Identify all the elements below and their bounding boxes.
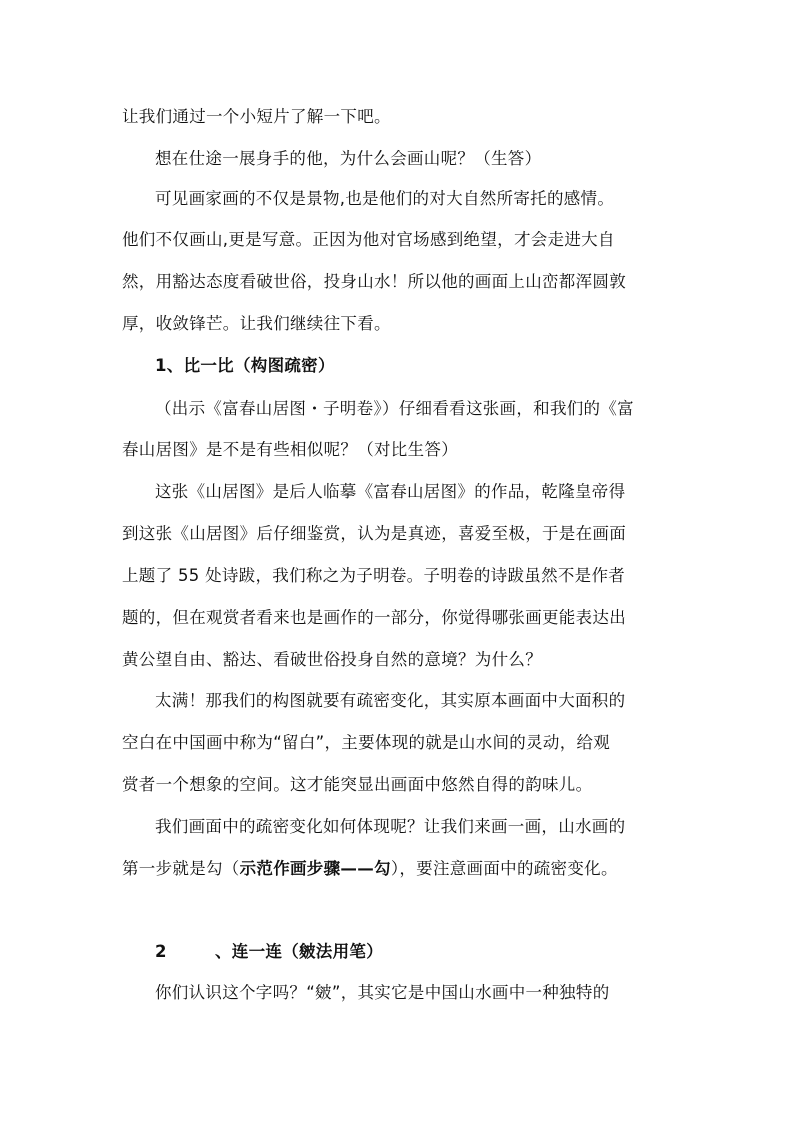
paragraph-line: 赏者一个想象的空间。这才能突显出画面中悠然自得的韵味儿。 xyxy=(122,775,593,794)
paragraph-line: 他们不仅画山,更是写意。正因为他对官场感到绝望，才会走进大自 xyxy=(122,230,615,249)
paragraph-line: 到这张《山居图》后仔细鉴赏，认为是真迹，喜爱至极，于是在画面 xyxy=(122,524,626,543)
paragraph-line: 厚，收敛锋芒。让我们继续往下看。 xyxy=(122,314,391,333)
paragraph-line: （出示《富春山居图・子明卷》）仔细看看这张画，和我们的《富 xyxy=(155,399,634,418)
section-heading: 1、比一比（构图疏密） xyxy=(155,356,335,375)
paragraph-text: ），要注意画面中的疏密变化。 xyxy=(390,859,618,878)
paragraph-line: 这张《山居图》是后人临摹《富春山居图》的作品，乾隆皇帝得 xyxy=(155,482,626,501)
paragraph-line xyxy=(122,858,618,880)
section-number: 2 xyxy=(155,942,167,961)
paragraph-line: 太满！那我们的构图就要有疏密变化，其实原本画面中大面积的 xyxy=(155,691,626,710)
paragraph-line: 题的，但在观赏者看来也是画作的一部分，你觉得哪张画更能表达出 xyxy=(122,608,626,627)
paragraph-line: 黄公望自由、豁达、看破世俗投身自然的意境？为什么？ xyxy=(122,650,542,669)
paragraph-line: 让我们通过一个小短片了解一下吧。 xyxy=(122,107,391,126)
paragraph-line: 想在仕途一展身手的他，为什么会画山呢？（生答） xyxy=(155,149,542,168)
paragraph-line: 我们画面中的疏密变化如何体现呢？让我们来画一画，山水画的 xyxy=(155,817,626,836)
section-heading xyxy=(155,941,383,963)
paragraph-line: 可见画家画的不仅是景物,也是他们的对大自然所寄托的感情。 xyxy=(155,189,615,208)
paragraph-line: 你们认识这个字吗？“皴”，其实它是中国山水画中一种独特的 xyxy=(155,983,610,1002)
paragraph-text: 第一步就是勾（ xyxy=(122,859,240,878)
paragraph-line: 然，用豁达态度看破世俗，投身山水！所以他的画面上山峦都浑圆敦 xyxy=(122,272,626,291)
paragraph-line: 春山居图》是不是有些相似呢？（对比生答） xyxy=(122,440,458,459)
section-title: 、连一连（皴法用笔） xyxy=(215,942,383,961)
demo-step-bold: 示范作画步骤——勾 xyxy=(239,859,391,878)
paragraph-line: 上题了 55 处诗跋，我们称之为子明卷。子明卷的诗跋虽然不是作者 xyxy=(122,566,626,585)
paragraph-line: 空白在中国画中称为“留白”，主要体现的就是山水间的灵动，给观 xyxy=(122,733,611,752)
